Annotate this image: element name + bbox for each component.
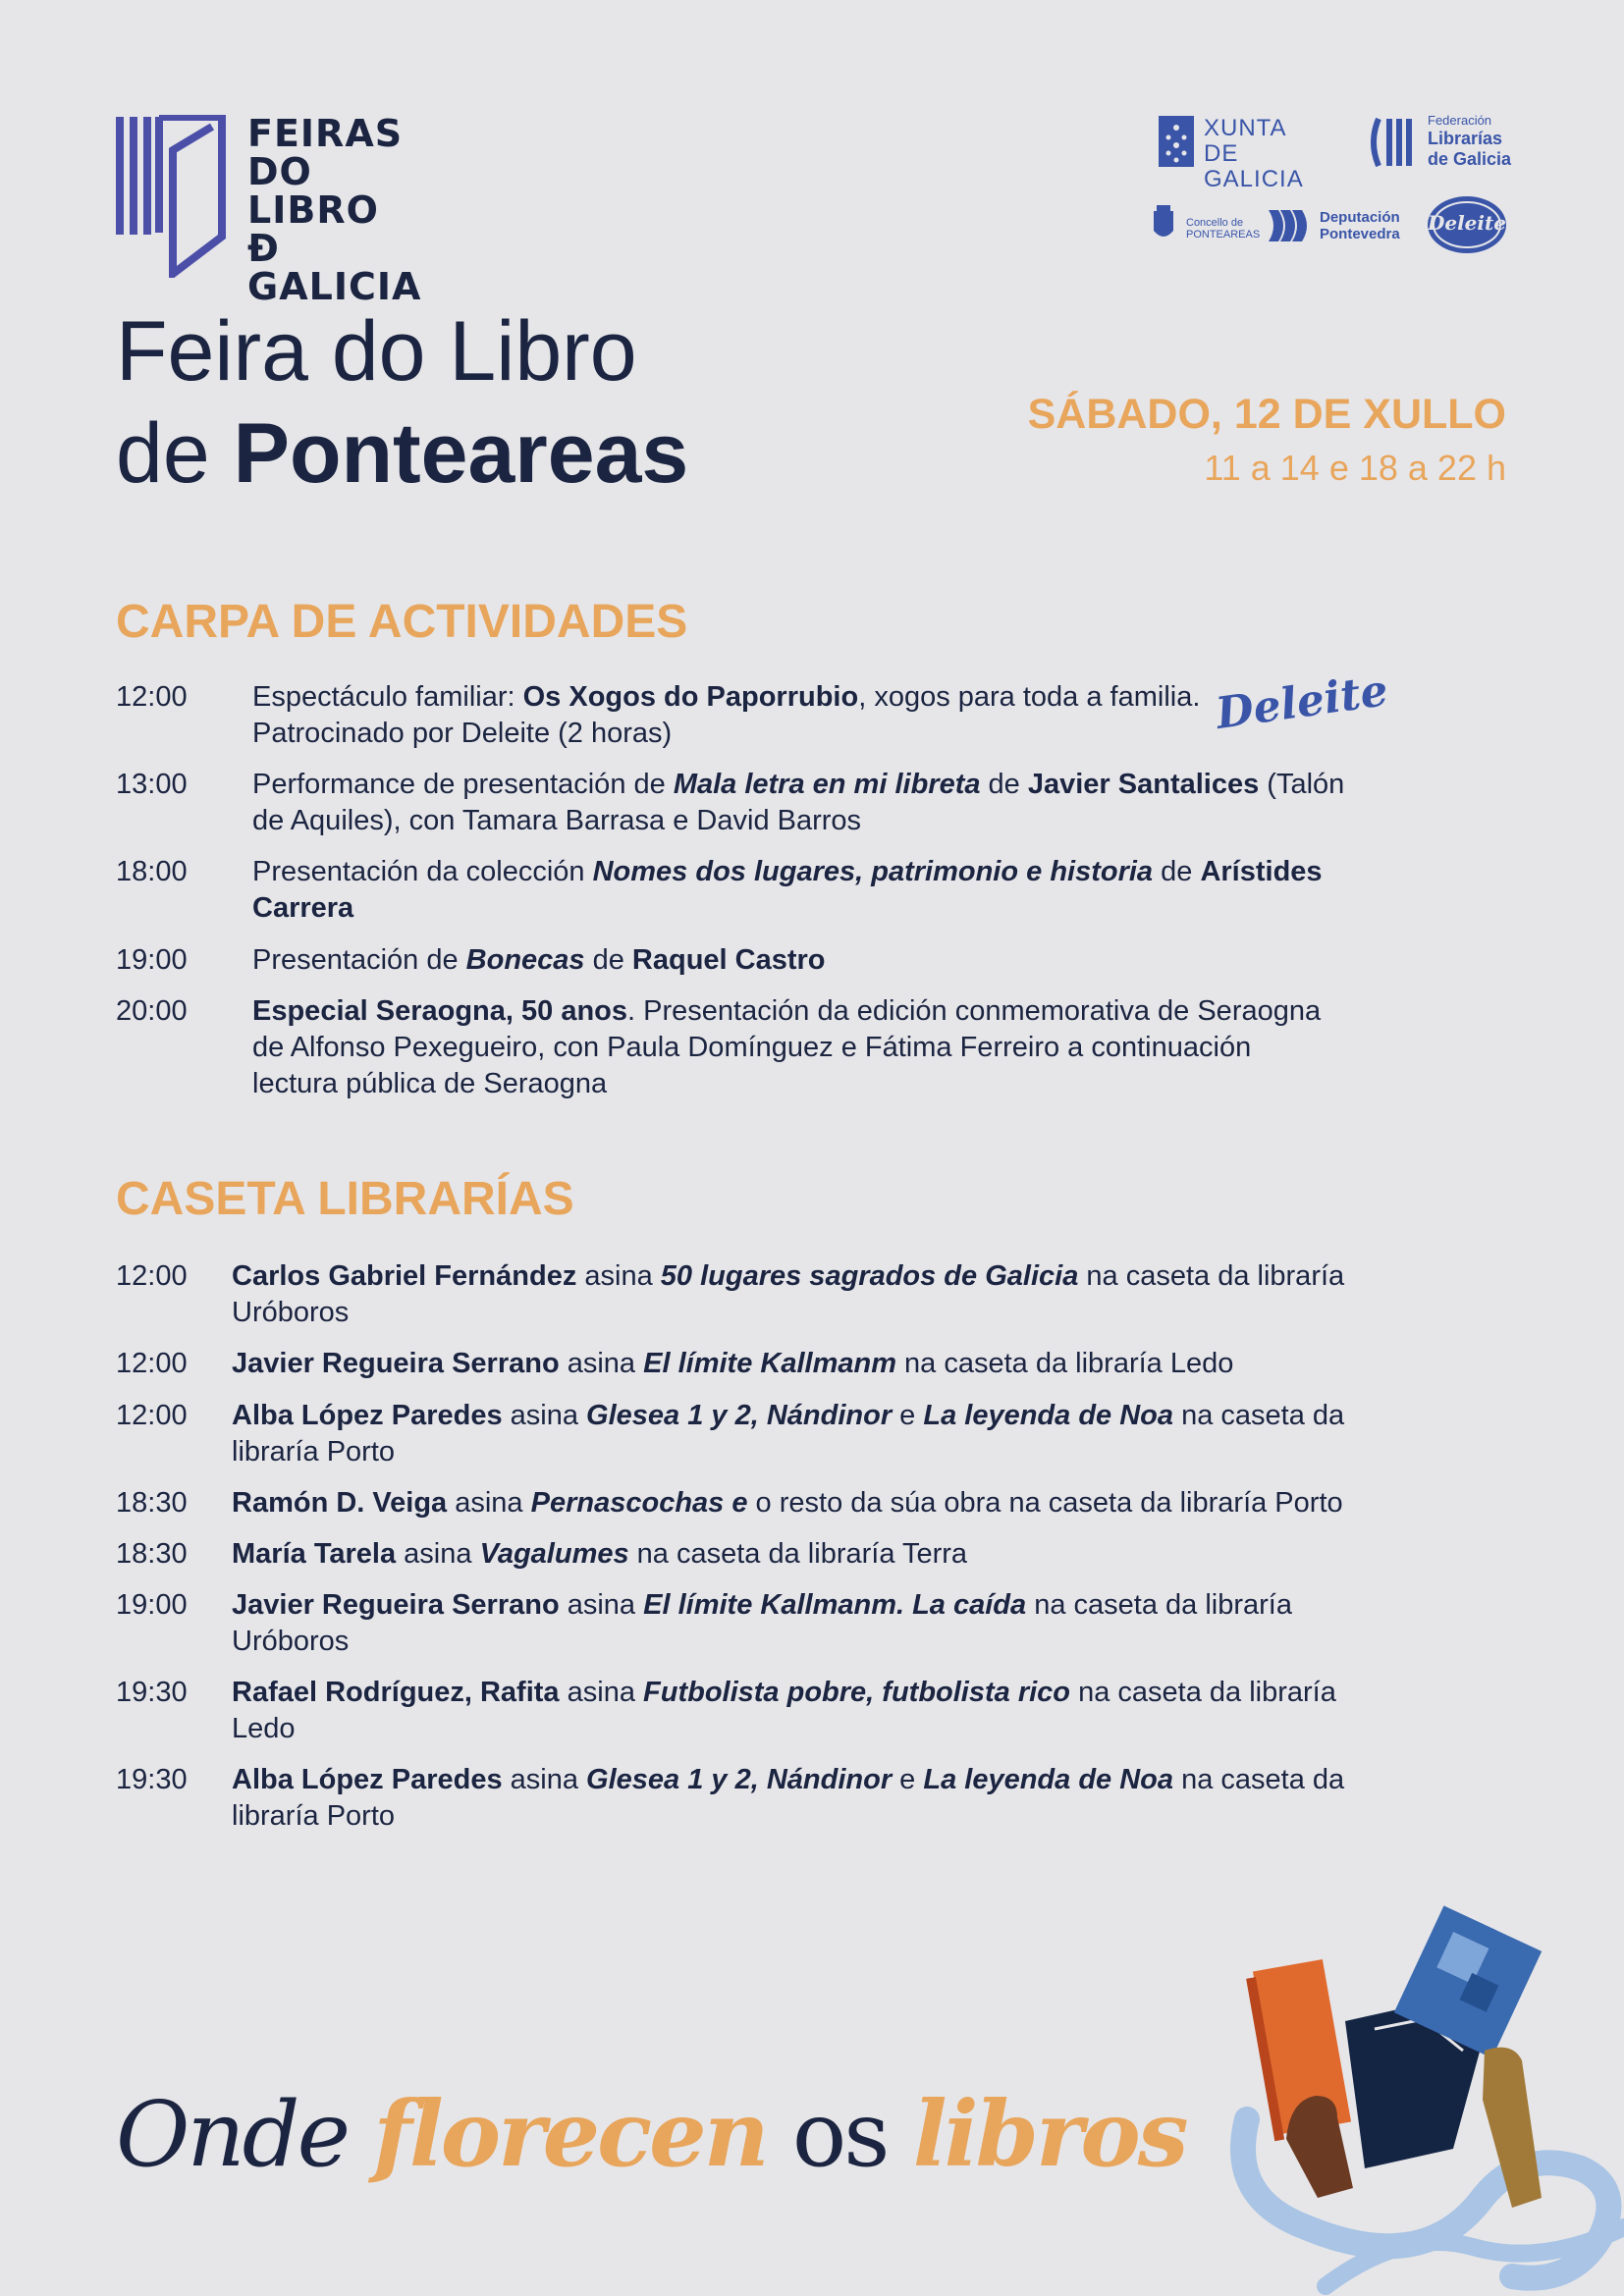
title-town: Ponteareas (233, 406, 689, 501)
federacion-logo (1367, 113, 1514, 172)
caseta-row: 19:00 Javier Regueira Serrano asina El límite Kallmanm. La caída na caseta da libraría Uróboros (116, 1589, 1292, 1657)
carpa-row: 18:00 Presentación da colección Nomes dos lugares, patrimonio e historia de Arístides Carrera (116, 856, 1323, 924)
deputacion-logo (1267, 204, 1404, 247)
slogan-word-3: os (791, 2082, 888, 2187)
deleite-script-logo: Deleite (1213, 666, 1391, 739)
caseta-row: 19:30 Rafael Rodríguez, Rafita asina Futbolista pobre, futbolista rico na caseta da libraría Ledo (116, 1677, 1336, 1744)
time: 18:30 (116, 1487, 188, 1519)
slogan-word-1: Onde (116, 2082, 349, 2187)
deleite-badge-logo (1426, 194, 1508, 255)
slogan-word-2: florecen (373, 2081, 767, 2187)
time: 19:00 (116, 944, 188, 976)
slogan (116, 2081, 1186, 2187)
federacion-line-2: Librarías (1428, 129, 1503, 148)
caseta-row: 18:30 María Tarela asina Vagalumes na caseta da libraría Terra (116, 1536, 1353, 1575)
time: 19:30 (116, 1764, 188, 1795)
caseta-row: 12:00 Carlos Gabriel Fernández asina 50 lugares sagrados de Galicia na caseta da libraría Uróboros (116, 1260, 1345, 1328)
slogan-word-4: libros (912, 2081, 1186, 2187)
concello-line-1: Concello de (1186, 217, 1244, 229)
time: 19:00 (116, 1589, 188, 1621)
carpa-row: 13:00 Performance de presentación de Mala letra en mi libreta de Javier Santalices (Talón de Aquiles), con Tamara Barrasa e David Barros (116, 769, 1345, 836)
page-title (116, 300, 901, 505)
concello-logo (1149, 203, 1261, 246)
books-hands-illustration (1227, 1903, 1624, 2296)
carpa-row: 19:00 Presentación de Bonecas de Raquel Castro (116, 942, 1353, 982)
brand-line-3: Ð GALICIA (247, 227, 422, 308)
time: 12:00 (116, 1400, 188, 1431)
event-hours: 11 a 14 e 18 a 22 h (1204, 448, 1506, 488)
xunta-logo (1159, 115, 1337, 192)
feiras-logo (116, 112, 430, 308)
carpa-row: 20:00 Especial Seraogna, 50 anos. Presentación da edición conmemorativa de Seraogna de Alfonso Pexegueiro, con Paula Domínguez e Fátima Ferreiro a continuación lectura pública de Seraogna (116, 995, 1322, 1099)
time: 12:00 (116, 1348, 188, 1379)
deputacion-line-2: Pontevedra (1320, 226, 1400, 242)
time: 20:00 (116, 995, 188, 1027)
deleite-badge-text: Deleite (1428, 211, 1506, 235)
caseta-row: 12:00 Javier Regueira Serrano asina El límite Kallmanm na caseta da libraría Ledo (116, 1346, 1353, 1385)
xunta-line-2: DE GALICIA (1204, 140, 1304, 192)
xunta-shield-icon (1159, 116, 1194, 167)
time: 12:00 (116, 1260, 188, 1292)
federacion-line-1: Federación (1428, 113, 1492, 128)
carpa-heading: CARPA DE ACTIVIDADES (116, 596, 688, 648)
time: 12:00 (116, 681, 188, 713)
concello-line-2: PONTEAREAS (1186, 229, 1261, 240)
time: 19:30 (116, 1677, 188, 1708)
book-logo-icon (116, 115, 226, 278)
event-date: SÁBADO, 12 DE XULLO (1027, 391, 1506, 438)
caseta-row: 19:30 Alba López Paredes asina Glesea 1 y 2, Nándinor e La leyenda de Noa na caseta da libraría Porto (116, 1764, 1345, 1832)
title-prefix: de (116, 406, 210, 501)
caseta-heading: CASETA LIBRARÍAS (116, 1173, 574, 1225)
deputacion-line-1: Deputación (1320, 209, 1400, 226)
brand-line-2: DO LIBRO (247, 150, 379, 232)
concello-crest-icon (1149, 203, 1178, 244)
xunta-line-1: XUNTA (1204, 115, 1287, 141)
time: 18:00 (116, 856, 188, 887)
time: 13:00 (116, 769, 188, 800)
time: 18:30 (116, 1538, 188, 1570)
title-line-2 (116, 402, 901, 505)
carpa-row: 12:00 Espectáculo familiar: Os Xogos do Paporrubio, xogos para toda a familia. Patrocinado por Deleite (2 horas) (116, 681, 1201, 749)
brand-line-1: FEIRAS (247, 112, 404, 155)
deputacion-mark-icon (1267, 206, 1312, 245)
federacion-line-3: de Galicia (1428, 149, 1512, 169)
federacion-bars-icon (1367, 117, 1416, 168)
title-line-1: Feira do Libro (116, 304, 637, 399)
caseta-row: 18:30 Ramón D. Veiga asina Pernascochas e o resto da súa obra na caseta da libraría Porto (116, 1485, 1353, 1524)
caseta-row: 12:00 Alba López Paredes asina Glesea 1 y 2, Nándinor e La leyenda de Noa na caseta da libraría Porto (116, 1400, 1345, 1468)
